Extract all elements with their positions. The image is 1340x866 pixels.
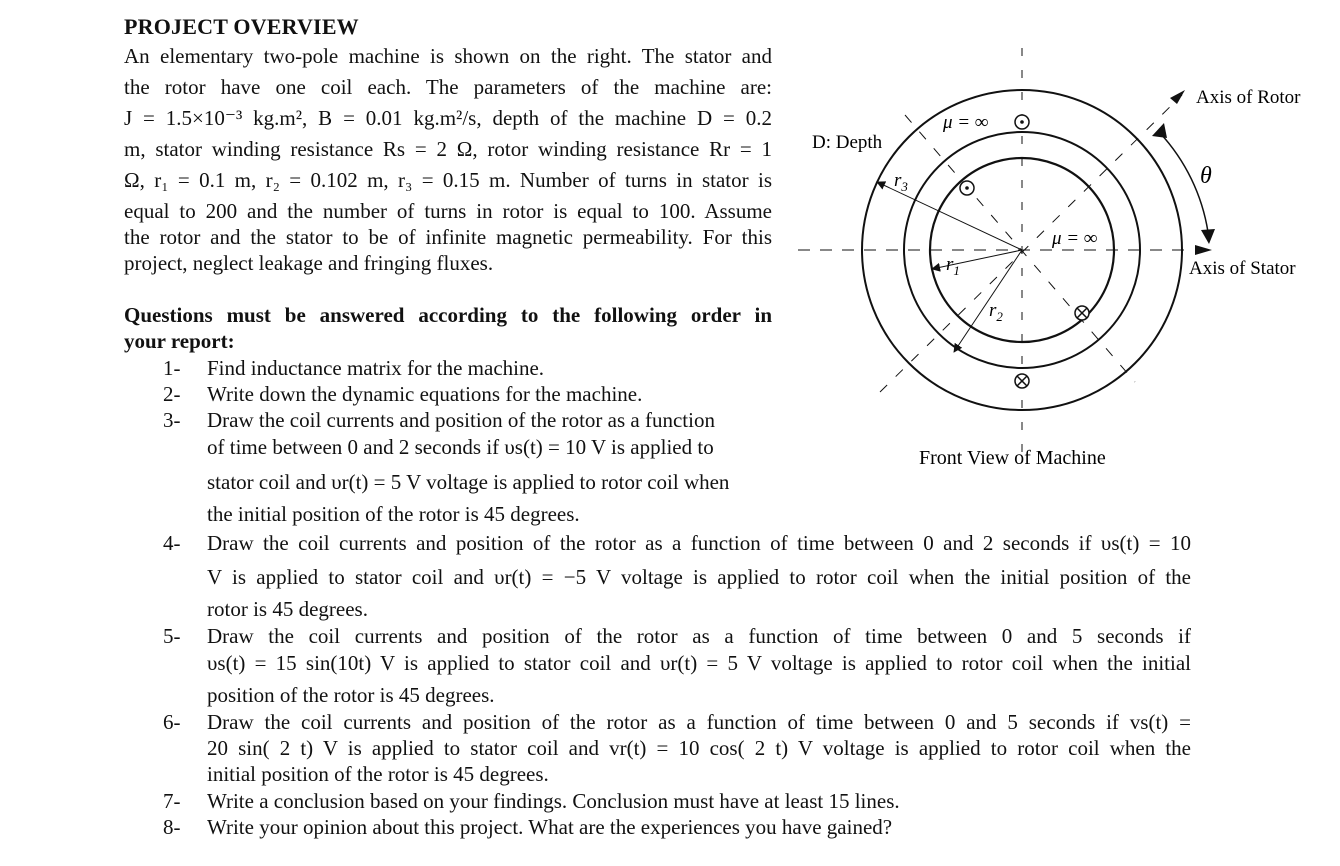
r2-label: $r_2$: [989, 300, 1003, 324]
machine-diagram: [790, 40, 1330, 480]
question-line: Write down the dynamic equations for the machine.: [207, 382, 643, 406]
stator-conductor-cross: [1015, 374, 1029, 388]
mu-inner-label: μ = ∞: [1052, 228, 1098, 249]
question-number: 6-: [163, 710, 181, 734]
question-item: [207, 381, 642, 407]
page-title: PROJECT OVERVIEW: [124, 14, 359, 39]
question-line: Write your opinion about this project. What are the experiences you have gained?: [207, 815, 893, 839]
overview-paragraph: [124, 43, 772, 276]
diagram-caption: Front View of Machine: [919, 447, 1106, 469]
question-line: Draw the coil currents and position of the rotor as a function: [207, 408, 715, 432]
question-line: Find inductance matrix for the machine.: [207, 356, 545, 380]
question-number: 2-: [163, 382, 181, 406]
question-number: 8-: [163, 815, 181, 839]
question-number: 7-: [163, 789, 181, 813]
question-line: rotor is 45 degrees.: [207, 597, 368, 621]
question-item: [207, 623, 1191, 708]
theta-arrowhead-bottom: [1201, 229, 1215, 244]
rotor-conductor-cross: [1075, 306, 1089, 320]
rotor-axis-label: Axis of Rotor: [1196, 87, 1301, 108]
questions-heading: [124, 302, 772, 354]
question-item: [207, 355, 544, 381]
stator-axis-arrowhead: [1195, 245, 1212, 255]
mu-outer-label: μ = ∞: [943, 112, 989, 133]
question-line: 20 sin( 2 t) V is applied to stator coil and vr(t) = 10 cos( 2 t) V voltage is applied to rotor coil when the: [207, 736, 1191, 760]
question-line: Draw the coil currents and position of the rotor as a function of time between 0 and 2 seconds if υs(t) = 10: [207, 531, 1191, 555]
question-line: υs(t) = 15 sin(10t) V is applied to stator coil and υr(t) = 5 V voltage is applied to rotor coil when the initial: [207, 651, 1191, 675]
question-line: initial position of the rotor is 45 degrees.: [207, 762, 549, 786]
question-line: the initial position of the rotor is 45 degrees.: [207, 502, 580, 526]
question-item: [207, 788, 900, 814]
overview-line: J = 1.5×10⁻³ kg.m², B = 0.01 kg.m²/s, depth of the machine D = 0.2: [124, 106, 772, 130]
question-line: Draw the coil currents and position of the rotor as a function of time between 0 and 5 seconds if vs(t) =: [207, 710, 1191, 734]
question-line: V is applied to stator coil and υr(t) = −5 V voltage is applied to rotor coil when the initial position of the: [207, 565, 1191, 589]
overview-line: m, stator winding resistance Rs = 2 Ω, rotor winding resistance Rr = 1: [124, 137, 772, 161]
overview-line: the rotor have one coil each. The parameters of the machine are:: [124, 75, 772, 99]
overview-line: An elementary two-pole machine is shown on the right. The stator and: [124, 44, 772, 68]
r1-label: $r_1$: [946, 254, 960, 278]
overview-line: project, neglect leakage and fringing fluxes.: [124, 251, 494, 275]
overview-line: the rotor and the stator to be of infinite magnetic permeability. For this: [124, 225, 772, 249]
question-number: 4-: [163, 531, 181, 555]
question-line: of time between 0 and 2 seconds if υs(t) = 10 V is applied to: [207, 435, 714, 459]
depth-label: D: Depth: [812, 132, 883, 153]
overview-line: Ω, r₁ = 0.1 m, r₂ = 0.102 m, r₃ = 0.15 m. Number of turns in stator is: [124, 168, 772, 192]
question-item: [207, 407, 772, 527]
overview-line: equal to 200 and the number of turns in rotor is equal to 100. Assume: [124, 199, 772, 223]
rotor-axis-arrowhead: [1170, 90, 1185, 104]
theta-arrowhead-top: [1152, 123, 1167, 138]
question-number: 1-: [163, 356, 181, 380]
question-number: 5-: [163, 624, 181, 648]
question-line: Draw the coil currents and position of the rotor as a function of time between 0 and 5 seconds if: [207, 624, 1191, 648]
question-item: [207, 709, 1191, 787]
question-line: stator coil and υr(t) = 5 V voltage is applied to rotor coil when: [207, 470, 730, 494]
r3-label: $r_3$: [894, 170, 908, 194]
questions-heading-line: Questions must be answered according to the following order in: [124, 303, 772, 327]
rotor-conductor-dot: [960, 181, 974, 195]
stator-conductor-dot: [1015, 115, 1029, 129]
question-item: [207, 814, 892, 840]
question-number: 3-: [163, 408, 181, 432]
stator-axis-label: Axis of Stator: [1189, 258, 1296, 279]
theta-label: θ: [1200, 163, 1212, 189]
question-line: position of the rotor is 45 degrees.: [207, 683, 495, 707]
question-line: Write a conclusion based on your findings. Conclusion must have at least 15 lines.: [207, 789, 900, 813]
question-item: [207, 530, 1191, 622]
questions-heading-line: your report:: [124, 329, 235, 353]
r2-arrow: [954, 250, 1022, 352]
